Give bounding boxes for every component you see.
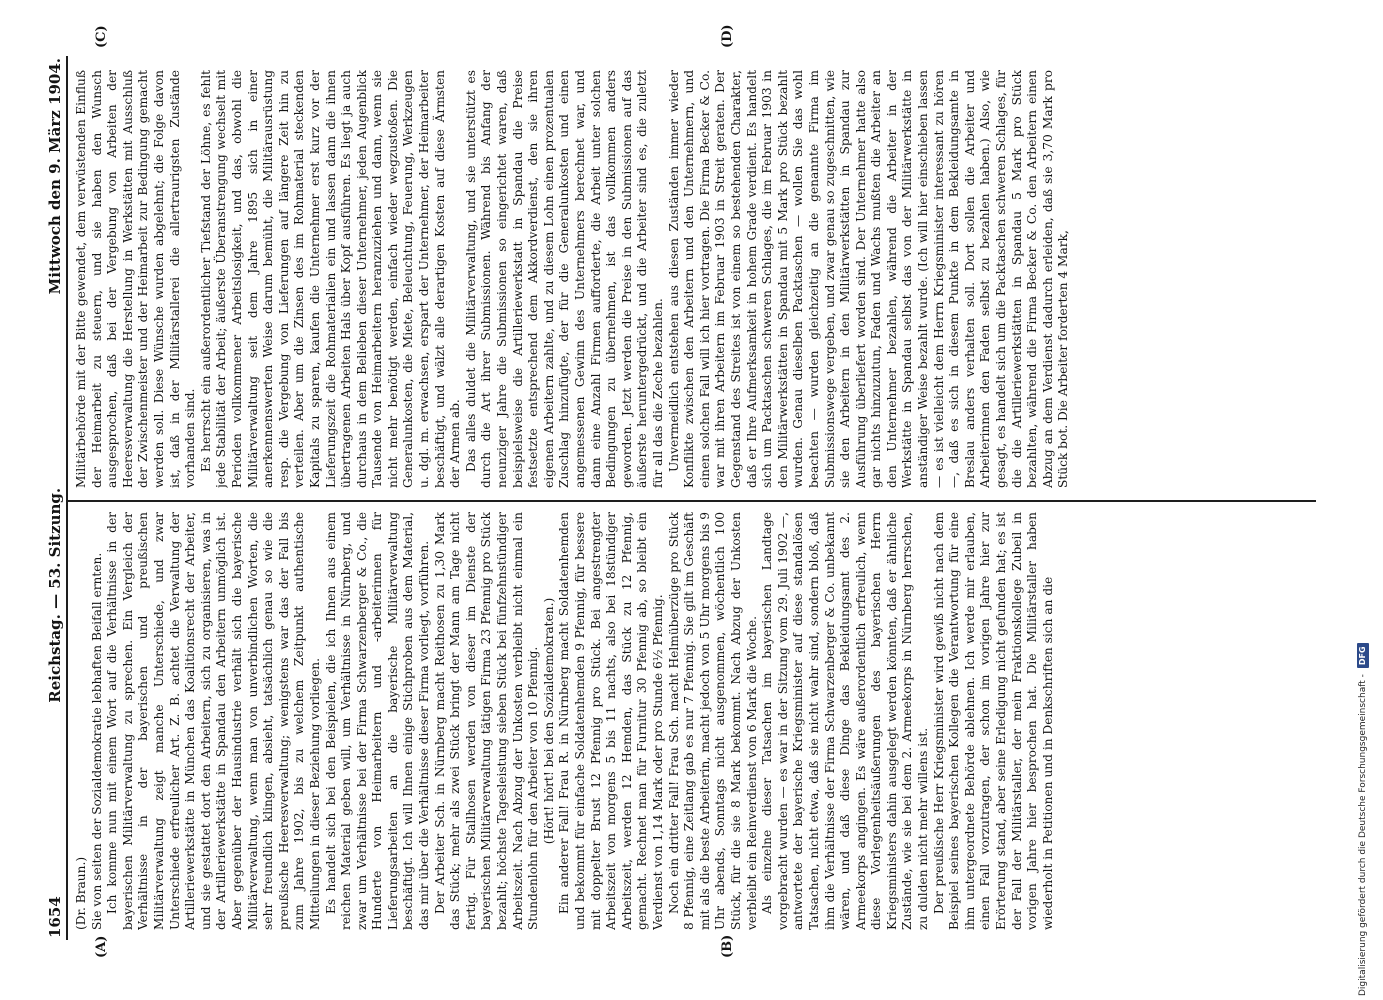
session-date: Mittwoch den 9. März 1904.: [46, 58, 64, 295]
digitization-credit: [1352, 6, 1382, 996]
margin-marker-d: (D): [720, 24, 735, 48]
speaker-label: (Dr. Braun.): [74, 856, 88, 930]
paragraph: Es handelt sich bei den Beispielen, die ich Ihnen aus einem reichen Material geben will, um Verhältnisse in Nürnberg, und zwar um Verhältnisse bei der Firma Schwarzenberger & Co., die Hunderte von Heimarbeitern und -arbeiterinnen für Lieferungsarbeiten an die bayerische Militärverwaltung beschäftigt. Ich will Ihnen einige Stichproben aus dem Material, das mir über die Verhältnisse dieser Firma vorliegt, vorführen.: [323, 512, 432, 930]
paragraph: Ein anderer Fall! Frau R. in Nürnberg macht Soldatenhemden und bekommt für einfache Soldatenhemden 9 Pfennig, für bessere mit doppelter Brust 12 Pfennig pro Stück. Bei angestrengter Arbeitszeit von morgens 5 bis 11 nachts, also bei 18stündiger Arbeitszeit, werden 12 Hemden, das Stück zu 12 Pfennig, gemacht. Rechnet man für Furnitur 30 Pfennig ab, so bleibt ein Verdienst von 1,14 Mark oder pro Stunde 6½ Pfennig.: [557, 512, 665, 930]
paragraph: Das alles duldet die Militärverwaltung, und sie unterstützt es durch die Art ihrer Submissionen. Während bis Anfang der neunziger Jahre die Submissionen so eingerichtet waren, daß beispielsweise die Artilleriewerkstatt in Spandau die Preise festsetzte entsprechend dem Akkordverdienst, den sie ihren eigenen Arbeitern zahlte, und zu diesem Lohn einen prozentualen Zuschlag hinzufügte, der für die Generalunkosten und einen angemessenen Gewinn des Unternehmers berechnet war, und dann eine Anzahl Firmen aufforderte, die Arbeit unter solchen Bedingungen zu übernehmen, ist das vollkommen anders geworden. Jetzt werden die Preise in den Submissionen auf das äußerste heruntergedrückt, und die Arbeiter sind es, die zuletzt für all das die Zeche bezahlen.: [463, 70, 665, 488]
margin-marker-a: (A): [94, 935, 109, 958]
margin-marker-c: (C): [94, 25, 109, 48]
page-header: [38, 58, 64, 938]
paragraph: Als einzelne dieser Tatsachen im bayerischen Landtage vorgebracht wurden — es war in der Sitzung vom 29. Juli 1902 —, antwortete der bayerische Kriegsminister auf diese standalösen Tatsachen, nicht etwa, daß sie nicht wahr sind, sondern bloß, daß ihm die Verhältnisse der Firma Schwarzenberger & Co. unbekannt wären, und daß diese Dinge das Bekleidungsamt des 2. Armeekorps angingen. Es wäre außerordentlich erfreulich, wenn diese Vorlegenheitsäußerungen des bayerischen Herrn Kriegsministers dahin ausgelegt werden könnten, daß er ähnliche Zustände, wie sie bei dem 2. Armeekorps in Nürnberg herrschen, zu dulden nicht mehr willens ist.: [760, 512, 931, 930]
paragraph: Der Arbeiter Sch. in Nürnberg macht Reithosen zu 1,30 Mark das Stück; mehr als zwei Stück bringt der Mann am Tage nicht fertig. Für Stallhosen werden von dieser im Dienste der bayerischen Militärverwaltung tätigen Firma 23 Pfennig pro Stück bezahlt; höchste Tagesleistung sieben Stück bei fünfzehnstündiger Arbeitszeit. Nach Abzug der Unkosten verbleibt nicht einmal ein Stundenlohn für den Arbeiter von 10 Pfennig.: [432, 512, 541, 930]
page-number: 1654: [46, 896, 64, 938]
margin-marker-b: (B): [720, 934, 735, 958]
paragraph: Sie von seiten der Sozialdemokratie lebhaften Beifall ernten.: [89, 552, 104, 930]
left-column: [74, 512, 1314, 930]
column-divider: [66, 500, 1316, 502]
interjection: (Hört! hört! bei den Sozialdemokraten.): [541, 597, 556, 845]
credit-text: Digitalisierung gefördert durch die Deutsche Forschungsgemeinschaft -: [1358, 674, 1368, 996]
paragraph: Es herrscht ein außerordentlicher Tiefstand der Löhne, es fehlt jede Stabilität der Arbeit; äußerste Überanstrengung wechselt mit Perioden vollkommener Arbeitslosigkeit, und das, obwohl die Militärverwaltung seit dem Jahre 1895 sich in einer anerkennenswerten Weise darum bemüht, die Militärausrüstung resp. die Vergebung von Lieferungen auf längere Zeit hin zu verteilen. Aber um die Zinsen des im Rohmaterial steckenden Kapitals zu sparen, kaufen die Unternehmer erst kurz vor der Lieferungszeit die Rohmaterialien ein und lassen dann die ihnen übertragenen Arbeiten Hals über Kopf ausführen. Es liegt ja auch durchaus in dem Belieben dieser Unternehmer, jeden Augenblick Tausende von Heimarbeitern heranzuziehen und dann, wenn sie nicht mehr benötigt werden, einfach wieder wegzustoßen. Die Generalunkosten, die Miete, Beleuchtung, Feuerung, Werkzeugen u. dgl. m. erwachsen, erspart der Unternehmer, der Heimarbeiter beschäftigt, und wälzt alle derartigen Kosten auf diese Ärmsten der Armen ab.: [198, 70, 463, 488]
paragraph: Unvermeidlich entstehen aus diesen Zuständen immer wieder Konflikte zwischen den Arbeitern und den Unternehmern, und einen solchen Fall will ich hier vortragen. Die Firma Becker & Co. war mit ihren Arbeitern im Februar 1903 in Streit geraten. Der Gegenstand des Streites ist von einem so bestehenden Charakter, daß er Ihre Aufmerksamkeit in hohem Grade verdient. Es handelt sich um Packtaschen schweren Schlages, die im Februar 1903 in den Militärwerkstätten in Spandau mit 5 Mark pro Stück bezahlt wurden. Genau dieselben Packtaschen — wollen Sie das wohl beachten — wurden gleichzeitig an die genannte Firma im Submissionswege vergeben, und zwar genau so zugeschnitten, wie sie den Arbeitern in den Militärwerkstätten in Spandau zur Ausführung überliefert worden sind. Der Unternehmer hatte also gar nichts hinzuzutun, Faden und Wachs mußten die Arbeiter an den Unternehmer bezahlen, während die Arbeiter in der Werkstätte in Spandau selbst das von der Militärwerkstätte in anständiger Weise bezahlt wurde. (Ich will hier einschieben lassen — es ist vielleicht dem Herrn Kriegsminister interessant zu hören —, daß es sich in diesem Punkte in dem Bekleidungsamte in Breslau anders verhalten soll. Dort sollen die Arbeiter und Arbeiterinnen den Faden selbst zu bezahlen haben.) Also, wie gesagt, es handelt sich um die Packtaschen schweren Schlages, für die die Artilleriewerkstätten in Spandau 5 Mark pro Stück bezahlten, während die Firma Becker & Co. den Arbeitern einen Abzug an dem Verdienst dadurch erleiden, daß sie 3,70 Mark pro Stück bot. Die Arbeiter forderten 4 Mark,: [666, 70, 1071, 488]
header-rule: [66, 56, 68, 940]
dfg-logo: DFG: [1357, 643, 1369, 668]
right-column: [74, 70, 1314, 488]
paragraph: Der preußische Herr Kriegsminister wird gewiß nicht nach dem Beispiel seines bayerischen Kollegen die Verantwortung für eine ihm untergeordnete Behörde ablehnen. Ich werde mir erlauben, einen Fall vorzutragen, der schon im vorigen Jahre hier zur Erörterung stand, aber seine Erledigung nicht gefunden hat; es ist der Fall der Militärstaller, der mein Fraktionskollege Zubeil in vorigen Jahre hier besprochen hat. Die Militärstaller haben wiederholt in Petitionen und in Denkschriften sich an die: [931, 512, 1055, 930]
paragraph: Noch ein dritter Fall! Frau Sch. macht Helmüberzüge pro Stück 8 Pfennig, eine Zeitlang gab es nur 7 Pfennig. Sie gilt im Geschäft mit als die beste Arbeiterin, macht jedoch von 5 Uhr morgens bis 9 Uhr abends, Sonntags nicht ausgenommen, wöchentlich 100 Stück, für die sie 8 Mark bekommt. Nach Abzug der Unkosten verbleibt ein Reinverdienst von 6 Mark die Woche.: [666, 512, 759, 930]
paragraph: Ich komme nun mit einem Wort auf die Verhältnisse in der bayerischen Militärverwaltung zu sprechen. Ein Vergleich der Verhältnisse in der bayerischen und preußischen Militärverwaltung zeigt manche Unterschiede, und zwar Unterschiede erfreulicher Art. Z. B. achtet die Verwaltung der Artilleriewerkstätte in München das Koalitionsrecht der Arbeiter, und sie gestattet dort den Arbeitern, sich zu organisieren, was in der Artilleriewerkstätte in Spandau den Arbeitern unmöglich ist. Aber gegenüber der Hausindustrie verhält sich die bayerische Militärverwaltung, wenn man von unverbindlichen Worten, die sehr freundlich klingen, absieht, tatsächlich genau so wie die preußische Heeresverwaltung; wenigstens war das der Fall bis zum Jahre 1902, bis zu welchem Zeitpunkt authentische Mitteilungen in dieser Beziehung vorliegen.: [105, 512, 322, 930]
session-title: Reichstag. — 53. Sitzung.: [46, 487, 64, 703]
paragraph: Militärbehörde mit der Bitte gewendet, dem verwüstenden Einfluß der Heimarbeit zu steuern, und sie haben den Wunsch ausgesprochen, daß bei der Vergebung von Arbeiten der Heeresverwaltung die Herstellung in Werkstätten mit Ausschluß der Zwischenmeister und der Heimarbeit zur Bedingung gemacht werden soll. Diese Wünsche wurden abgelehnt; die Folge davon ist, daß in der Militärstallerei die allertraurigsten Zustände vorhanden sind.: [74, 70, 198, 488]
